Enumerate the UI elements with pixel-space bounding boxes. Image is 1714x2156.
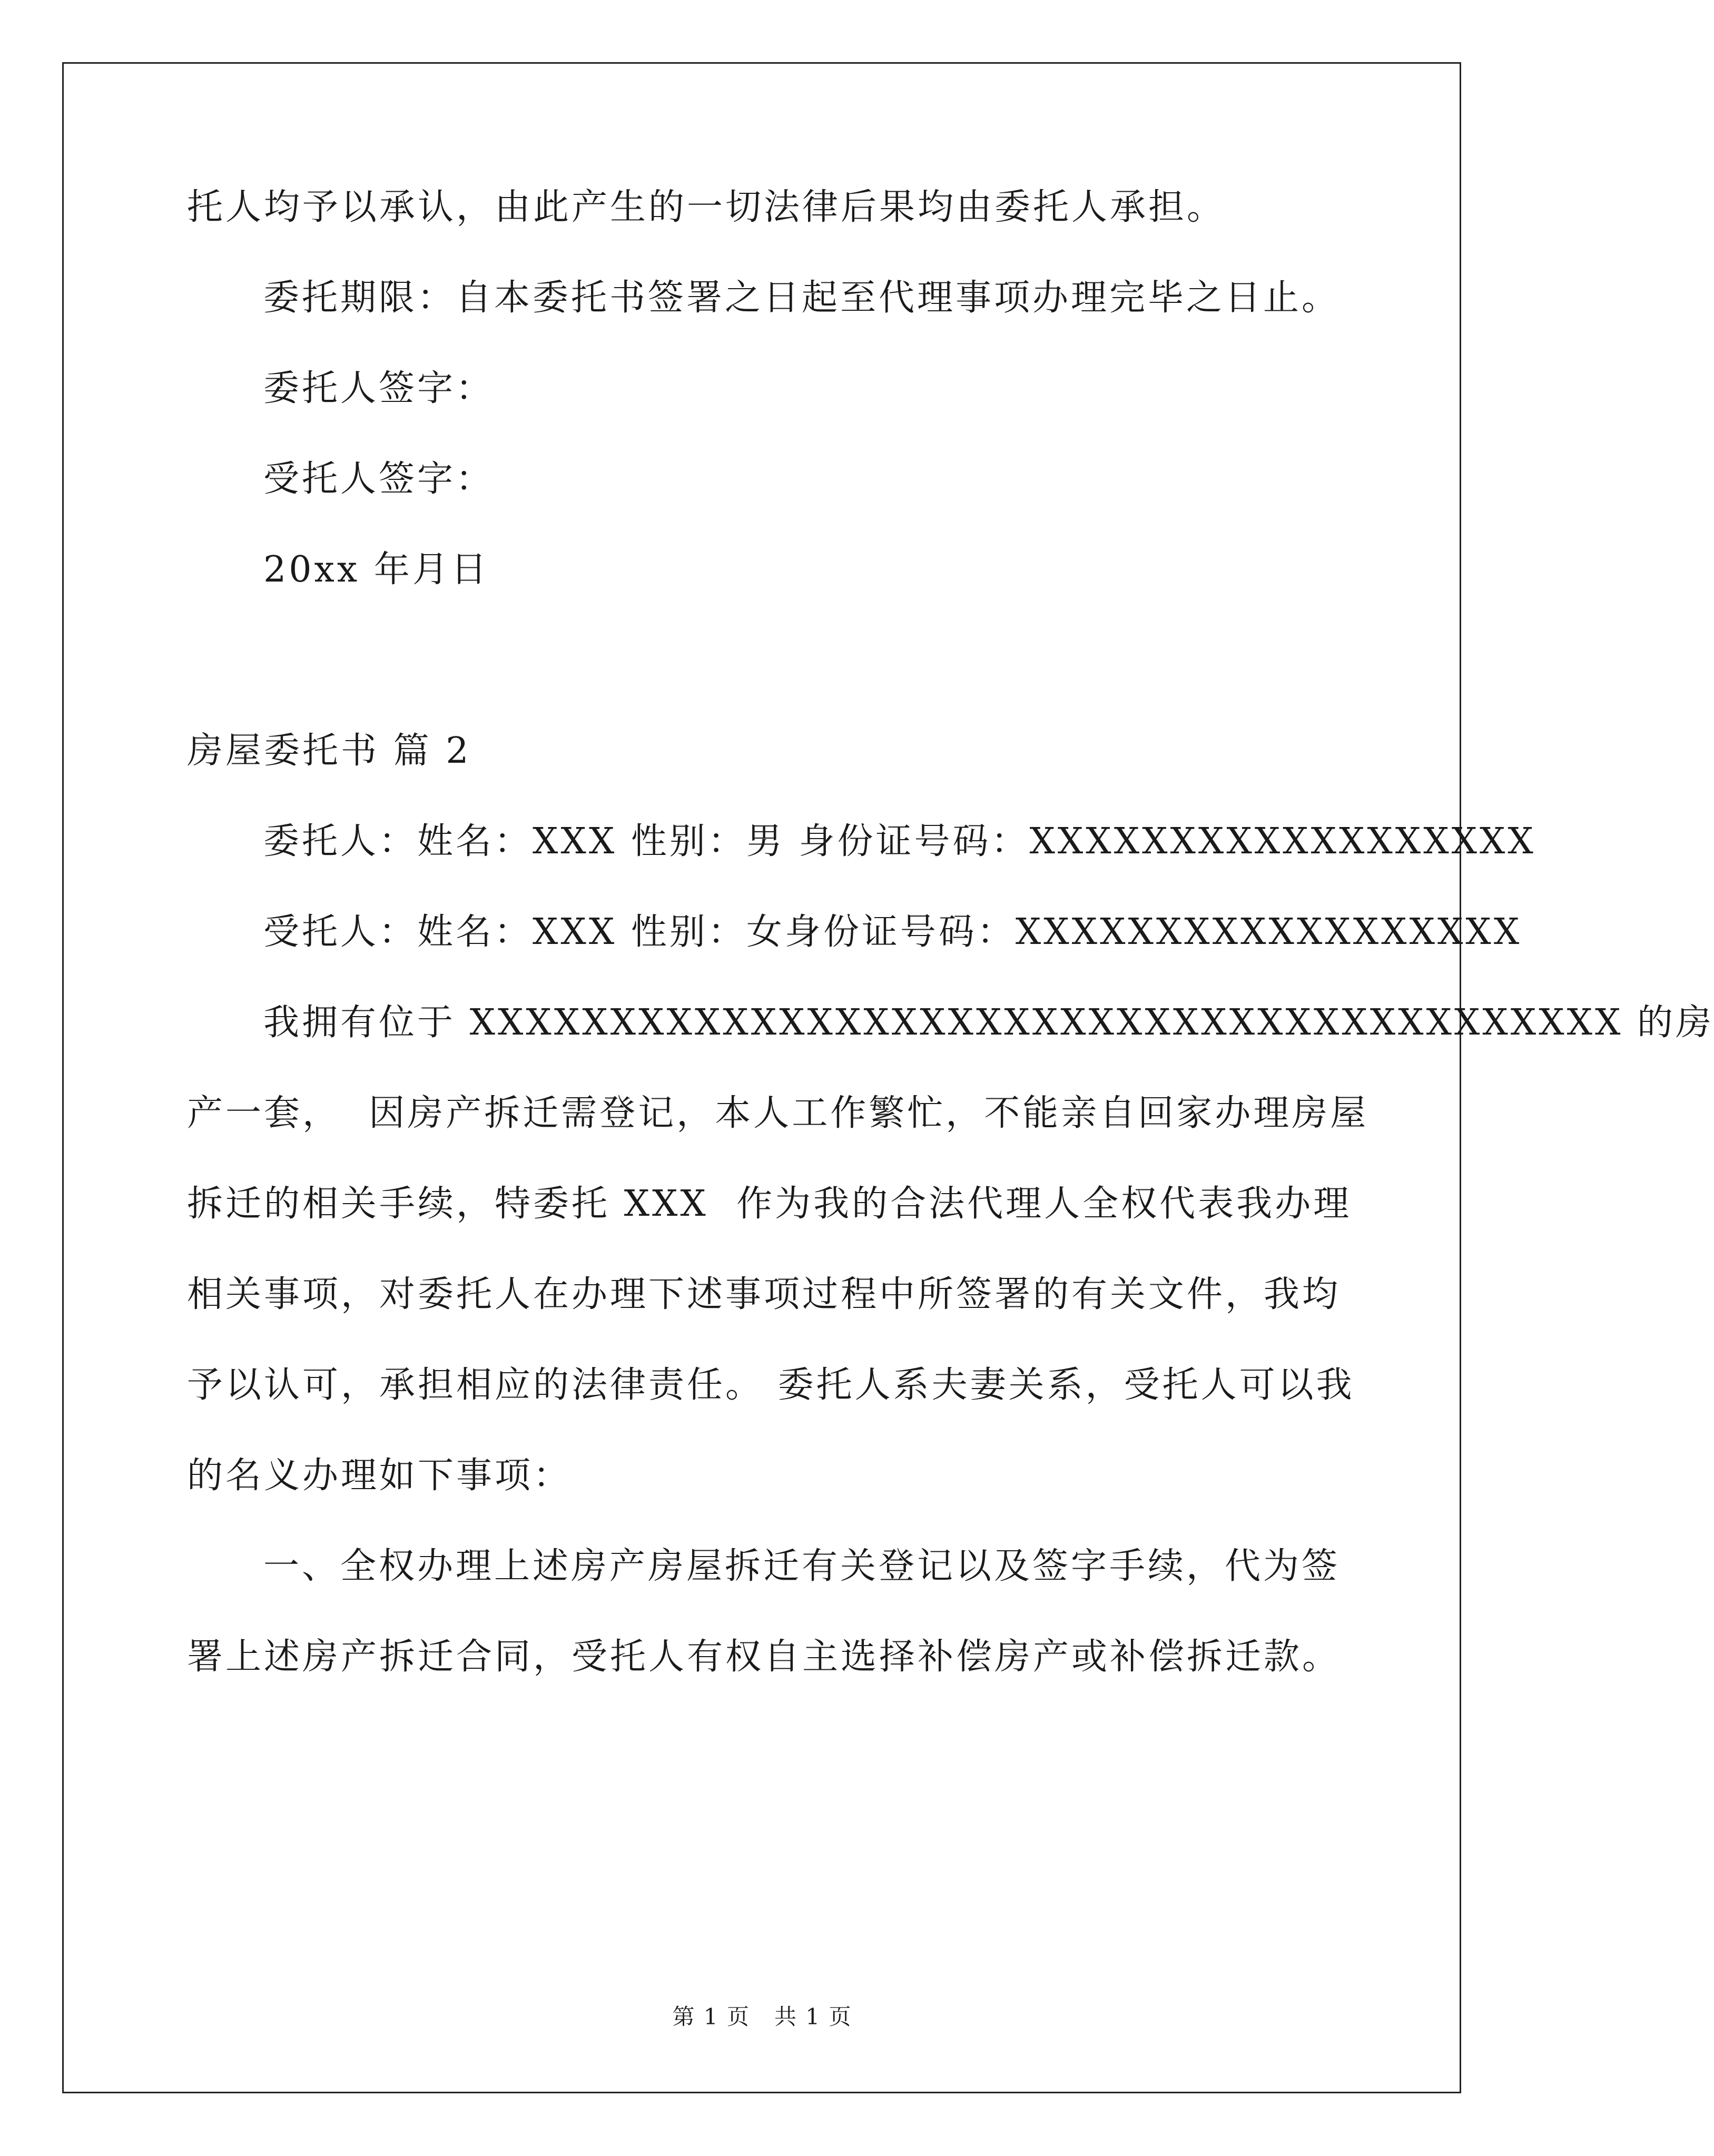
text-line: 我拥有位于 XXXXXXXXXXXXXXXXXXXXXXXXXXXXXXXXXXXXXXXXX 的房 bbox=[263, 1002, 1714, 1043]
text-line: 委托期限：自本委托书签署之日起至代理事项办理完毕之日止。 bbox=[263, 277, 1341, 319]
page-number-footer: 第 1 页 共 1 页 bbox=[672, 2004, 852, 2030]
text-line: 的名义办理如下事项： bbox=[187, 1455, 572, 1497]
page-border bbox=[62, 62, 1461, 2093]
text-line: 署上述房产拆迁合同，受托人有权自主选择补偿房产或补偿拆迁款。 bbox=[187, 1636, 1341, 1678]
section-heading: 房屋委托书 篇 2 bbox=[187, 730, 471, 772]
date-line: 20xx 年月日 bbox=[263, 549, 489, 590]
text-line: 受托人：姓名：XXX 性别：女身份证号码：XXXXXXXXXXXXXXXXXX bbox=[263, 911, 1522, 953]
text-line: 托人均予以承认，由此产生的一切法律后果均由委托人承担。 bbox=[187, 186, 1226, 228]
text-line: 拆迁的相关手续，特委托 XXX 作为我的合法代理人全权代表我办理 bbox=[187, 1183, 1352, 1225]
text-line: 产一套， 因房产拆迁需登记，本人工作繁忙，不能亲自回家办理房屋 bbox=[187, 1092, 1369, 1134]
text-line: 予以认可，承担相应的法律责任。 委托人系夫妻关系，受托人可以我 bbox=[187, 1364, 1355, 1406]
text-line: 受托人签字： bbox=[263, 458, 495, 500]
text-line: 委托人签字： bbox=[263, 368, 495, 409]
text-line: 相关事项，对委托人在办理下述事项过程中所签署的有关文件，我均 bbox=[187, 1274, 1341, 1315]
text-line: 一、全权办理上述房产房屋拆迁有关登记以及签字手续，代为签 bbox=[263, 1545, 1341, 1587]
text-line: 委托人：姓名：XXX 性别：男 身份证号码：XXXXXXXXXXXXXXXXXX bbox=[263, 821, 1536, 862]
